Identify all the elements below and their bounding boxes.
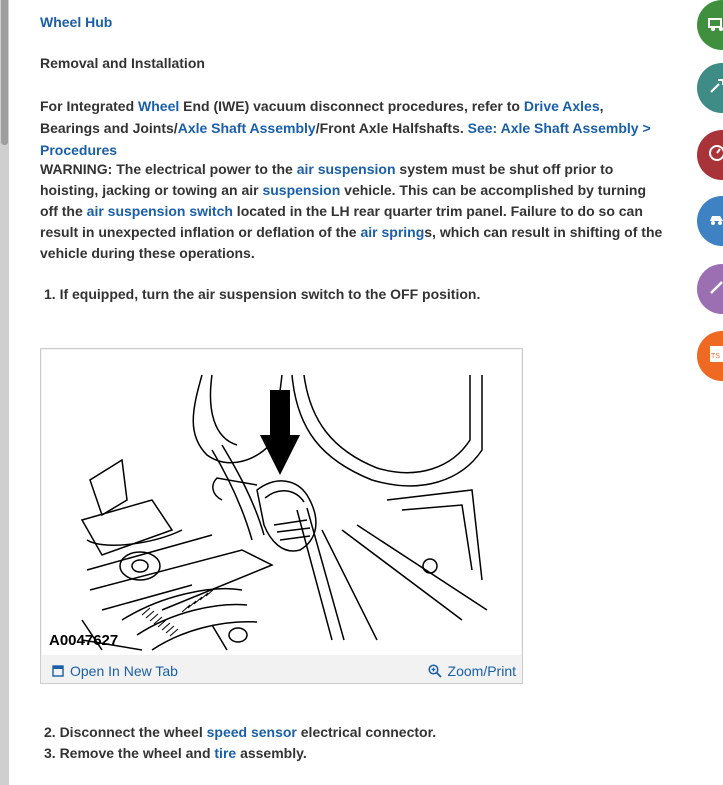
tsb-document-icon	[707, 344, 723, 364]
page-title: Wheel Hub	[40, 14, 113, 30]
text: system must be shut off prior to hoisting, jacking or towing an air	[40, 161, 614, 198]
text: s, which can result in shifting of the vehicle during these operations.	[40, 224, 663, 261]
warning-paragraph	[40, 159, 665, 264]
scrollbar-thumb[interactable]	[1, 0, 8, 145]
car-icon	[707, 209, 723, 229]
figure	[40, 348, 523, 684]
truck-icon	[707, 13, 723, 33]
step-2	[44, 724, 436, 740]
section-subtitle: Removal and Installation	[40, 55, 205, 71]
zoom-print-link[interactable]	[428, 663, 516, 679]
text: End (IWE) vacuum disconnect procedures, refer to	[179, 98, 524, 114]
line-drawing	[42, 350, 521, 655]
text: For Integrated	[40, 98, 139, 114]
zoom-label: Zoom/Print	[447, 663, 516, 679]
air-spring-link[interactable]: air spring	[360, 224, 425, 240]
tsb-button[interactable]	[697, 331, 723, 381]
repair-button[interactable]	[697, 63, 723, 113]
pen-icon	[707, 277, 723, 297]
wheel-link[interactable]: Wheel	[138, 98, 180, 114]
axle-shaft-assembly-link[interactable]: Axle Shaft Assembly	[177, 120, 316, 136]
text: , Bearings and Joints/	[40, 98, 604, 136]
text: vehicle. This can be accomplished by turning off the	[40, 182, 647, 219]
zoom-icon	[428, 664, 442, 678]
iwe-reference-paragraph	[40, 95, 665, 161]
drive-axles-link[interactable]: Drive Axles	[523, 98, 600, 114]
text: located in the LH rear quarter trim panel. Failure to do so can result in unexpected inflation or deflation of the	[40, 203, 643, 240]
vehicle-button[interactable]	[697, 0, 723, 50]
figure-id: A0047627	[49, 632, 119, 649]
svg-text:TS: TS	[711, 353, 720, 360]
step-1: 1. If equipped, turn the air suspension switch to the OFF position.	[44, 286, 481, 302]
air-suspension-switch-link[interactable]: air suspension switch	[86, 203, 233, 219]
text: 2. Disconnect the wheel	[44, 724, 207, 740]
car-button[interactable]	[697, 196, 723, 246]
step-3	[44, 745, 307, 761]
text: 3. Remove the wheel and	[44, 745, 215, 761]
tire-link[interactable]: tire	[214, 745, 237, 761]
open-tab-label: Open In New Tab	[70, 663, 178, 679]
text: /Front Axle Halfshafts.	[315, 120, 468, 136]
text: WARNING: The electrical power to the	[40, 161, 297, 177]
new-tab-icon	[52, 665, 64, 677]
speed-sensor-link[interactable]: speed sensor	[206, 724, 297, 740]
diagnostic-button[interactable]	[697, 130, 723, 180]
text: assembly.	[236, 745, 307, 761]
wrench-icon	[707, 76, 723, 96]
page-scrollbar[interactable]	[0, 0, 9, 785]
see-procedures-link[interactable]: See: Axle Shaft Assembly > Procedures	[40, 120, 651, 158]
suspension-link[interactable]: suspension	[262, 182, 341, 198]
air-suspension-link[interactable]: air suspension	[296, 161, 396, 177]
open-in-new-tab-link[interactable]	[52, 663, 178, 679]
tool-button[interactable]	[697, 264, 723, 314]
text: electrical connector.	[296, 724, 437, 740]
gauge-icon	[707, 143, 723, 163]
figure-toolbar	[41, 655, 522, 683]
wheel-speed-sensor-illustration[interactable]	[42, 350, 521, 655]
